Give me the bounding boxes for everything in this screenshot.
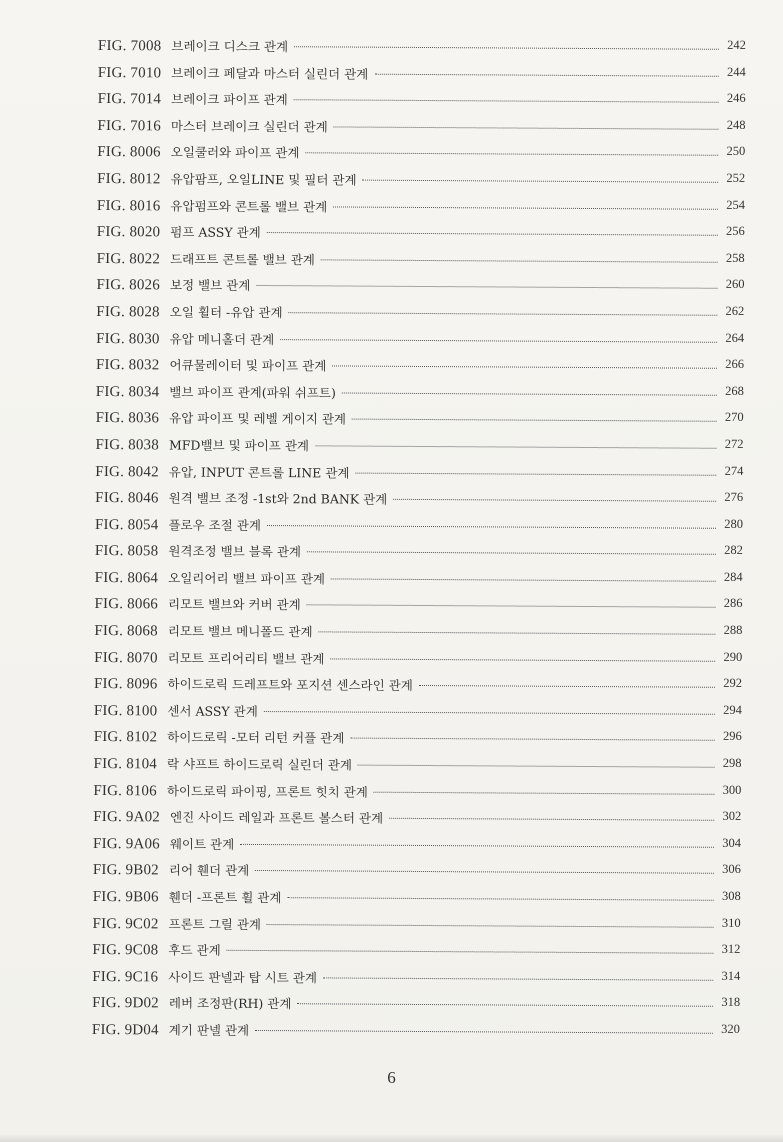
entry-title: MFD밸브 및 파이프 관계: [168, 437, 310, 454]
figure-number: FIG. 8046: [95, 490, 159, 507]
dot-leader: [419, 685, 715, 688]
dot-leader: [307, 552, 716, 555]
entry-title: 밸브 파이프 관계(파워 쉬프트): [169, 384, 336, 401]
toc-entry: [97, 169, 745, 200]
entry-title: 후드 관계: [168, 942, 221, 958]
dot-leader: [331, 658, 716, 661]
entry-title: 센서 ASSY 관계: [167, 703, 258, 719]
entry-page-number: 258: [725, 250, 745, 265]
entry-page-number: 262: [725, 303, 745, 318]
toc-entry: [94, 648, 742, 679]
figure-number: FIG. 9D02: [92, 995, 159, 1012]
figure-number: FIG. 8070: [94, 649, 158, 667]
dot-leader: [294, 46, 719, 50]
toc-entry: [93, 754, 741, 785]
dot-leader: [358, 765, 715, 768]
toc-entry: [98, 89, 746, 120]
toc-entry: [96, 275, 744, 306]
entry-title: 하이드로릭 드레프트와 포지션 센스라인 관계: [167, 676, 413, 694]
dot-leader: [255, 870, 714, 874]
figure-number: FIG. 8100: [93, 702, 158, 720]
dot-leader: [363, 180, 719, 183]
figure-number: FIG. 9B02: [92, 862, 159, 879]
toc-entry: [93, 781, 741, 812]
toc-entry: [98, 36, 746, 67]
entry-page-number: 314: [721, 968, 741, 983]
entry-page-number: 250: [726, 144, 746, 159]
toc-entry: [93, 860, 741, 891]
figure-number: FIG. 8012: [97, 170, 161, 188]
toc-entry: [96, 329, 744, 360]
figure-number: FIG. 7016: [97, 117, 161, 135]
figure-number: FIG. 8022: [96, 250, 161, 268]
figure-number: FIG. 8104: [93, 756, 158, 773]
entry-page-number: 272: [724, 436, 744, 451]
figure-number: FIG. 7010: [97, 64, 162, 81]
entry-title: 락 샤프트 하이드로릭 실린더 관계: [166, 756, 353, 773]
dot-leader: [331, 578, 716, 581]
dot-leader: [332, 366, 717, 369]
toc-entry: [97, 222, 745, 253]
dot-leader: [334, 126, 719, 129]
dot-leader: [264, 711, 715, 715]
dot-leader: [374, 791, 715, 794]
dot-leader: [287, 897, 713, 901]
figure-number: FIG. 8036: [95, 410, 160, 427]
dot-leader: [256, 285, 717, 289]
entry-page-number: 298: [722, 755, 742, 770]
entry-page-number: 304: [722, 835, 742, 850]
toc-entry: [93, 887, 741, 918]
entry-title: 마스터 브레이크 실린더 관계: [170, 118, 328, 135]
page-number: 6: [387, 1068, 396, 1087]
figure-number: FIG. 7008: [97, 37, 162, 55]
dot-leader: [350, 738, 714, 741]
entry-title: 리모트 프리어리티 밸브 관계: [167, 650, 325, 667]
entry-page-number: 246: [726, 91, 746, 106]
entry-page-number: 286: [723, 596, 743, 611]
figure-number: FIG. 8066: [94, 596, 159, 613]
entry-title: 어큐물레이터 및 파이프 관계: [169, 357, 327, 374]
dot-leader: [333, 206, 718, 209]
figure-number: FIG. 8028: [96, 303, 160, 321]
entry-title: 하이드로릭 파이핑, 프론트 힛치 관계: [166, 783, 368, 800]
table-of-contents: [92, 36, 746, 1051]
dot-leader: [319, 631, 716, 634]
entry-title: 웨이트 관계: [169, 836, 235, 852]
dot-leader: [240, 844, 714, 848]
figure-number: FIG. 8034: [95, 383, 160, 401]
entry-page-number: 284: [723, 569, 743, 584]
entry-page-number: 308: [721, 888, 741, 903]
entry-page-number: 292: [723, 676, 743, 691]
figure-number: FIG. 8030: [96, 330, 160, 347]
entry-page-number: 312: [721, 942, 741, 957]
dot-leader: [374, 73, 718, 76]
entry-title: 프론트 그릴 관계: [168, 916, 262, 932]
entry-page-number: 276: [724, 489, 744, 505]
entry-title: 보정 밸브 관계: [169, 277, 251, 294]
toc-entry: [92, 993, 740, 1024]
dot-leader: [389, 818, 714, 821]
entry-title: 리모트 밸브와 커버 관계: [167, 596, 301, 613]
figure-number: FIG. 8032: [95, 357, 160, 374]
entry-title: 레버 조정판(RH) 관계: [168, 995, 292, 1012]
entry-title: 하이드로릭 -모터 리턴 커플 관계: [167, 729, 345, 746]
toc-entry: [94, 674, 742, 705]
toc-entry: [94, 621, 742, 652]
figure-number: FIG. 8058: [94, 543, 159, 560]
dot-leader: [289, 312, 718, 316]
toc-entry: [97, 142, 745, 173]
entry-page-number: 256: [726, 223, 745, 239]
toc-entry: [95, 541, 743, 572]
toc-entry: [97, 196, 745, 227]
toc-entry: [97, 116, 745, 147]
entry-page-number: 254: [726, 197, 746, 212]
toc-entry: [96, 355, 744, 386]
entry-page-number: 268: [725, 383, 744, 398]
dot-leader: [305, 153, 718, 157]
toc-entry: [95, 568, 743, 599]
toc-entry: [96, 382, 744, 413]
entry-page-number: 266: [725, 356, 745, 372]
entry-title: 오일리어리 밸브 파이프 관계: [168, 570, 326, 587]
scan-edge-shadow: [0, 1134, 783, 1142]
entry-page-number: 274: [724, 463, 744, 478]
toc-entry: [96, 408, 744, 439]
dot-leader: [255, 1030, 713, 1034]
entry-title: 오일쿨러와 파이프 관계: [170, 144, 300, 161]
figure-number: FIG. 8064: [94, 569, 159, 587]
entry-page-number: 302: [722, 809, 742, 824]
toc-entry: [96, 302, 744, 333]
figure-number: FIG. 8026: [96, 277, 161, 294]
figure-number: FIG. 9A06: [93, 835, 160, 853]
dot-leader: [267, 525, 716, 529]
entry-page-number: 280: [724, 516, 744, 531]
figure-number: FIG. 8068: [94, 623, 158, 640]
toc-entry: [95, 461, 743, 492]
dot-leader: [307, 605, 716, 608]
entry-page-number: 270: [724, 410, 744, 425]
toc-entry: [95, 515, 743, 546]
entry-title: 휀더 -프론트 휠 관계: [168, 889, 282, 906]
figure-number: FIG. 8016: [96, 197, 161, 214]
entry-page-number: 320: [721, 1021, 740, 1036]
toc-entry: [94, 727, 742, 758]
entry-page-number: 310: [721, 915, 741, 930]
entry-page-number: 244: [727, 64, 746, 79]
dot-leader: [342, 392, 717, 395]
entry-title: 원격조정 밸브 블록 관계: [168, 543, 302, 560]
figure-number: FIG. 7014: [97, 91, 162, 108]
entry-title: 브레이크 디스크 관계: [171, 38, 289, 55]
figure-number: FIG. 8038: [95, 436, 160, 454]
entry-page-number: 260: [725, 277, 745, 292]
entry-title: 플로우 조절 관계: [168, 517, 262, 533]
figure-number: FIG. 9A02: [93, 809, 161, 826]
dot-leader: [280, 339, 717, 343]
entry-page-number: 294: [723, 702, 742, 717]
toc-entry: [93, 834, 741, 865]
entry-title: 계기 판넬 관계: [168, 1022, 250, 1038]
entry-title: 원격 밸브 조정 -1st와 2nd BANK 관계: [168, 490, 388, 507]
dot-leader: [352, 419, 717, 422]
entry-page-number: 242: [727, 37, 747, 52]
entry-title: 브레이크 파이프 관계: [171, 91, 288, 108]
entry-page-number: 300: [722, 782, 742, 797]
entry-title: 유압펌프와 콘트롤 밸브 관계: [170, 198, 328, 214]
entry-title: 사이드 판넬과 탑 시트 관계: [168, 969, 318, 986]
entry-page-number: 318: [721, 995, 741, 1010]
figure-number: FIG. 9C02: [92, 915, 159, 932]
figure-number: FIG. 9B06: [92, 888, 159, 906]
figure-number: FIG. 8054: [94, 516, 159, 534]
entry-title: 엔진 사이드 레일과 프론트 볼스터 관계: [169, 809, 384, 826]
dot-leader: [227, 950, 714, 954]
figure-number: FIG. 8102: [93, 729, 158, 746]
dot-leader: [323, 977, 713, 980]
dot-leader: [267, 232, 718, 236]
entry-page-number: 306: [722, 862, 741, 877]
entry-page-number: 288: [723, 622, 743, 638]
figure-number: FIG. 9C16: [92, 968, 159, 986]
dot-leader: [393, 499, 716, 502]
toc-entry: [92, 914, 740, 945]
entry-title: 유압 파이프 및 레벨 게이지 관계: [169, 410, 347, 427]
toc-entry: [97, 249, 745, 280]
dot-leader: [297, 1004, 713, 1008]
figure-number: FIG. 8020: [96, 224, 161, 241]
entry-title: 리모트 밸브 메니폴드 관계: [167, 623, 313, 640]
entry-page-number: 290: [723, 649, 743, 664]
entry-title: 유압팜프, 오일LINE 및 필터 관계: [170, 171, 357, 188]
figure-number: FIG. 9C08: [92, 942, 159, 959]
dot-leader: [267, 924, 714, 928]
entry-title: 펌프 ASSY 관계: [170, 224, 261, 241]
toc-entry: [92, 967, 740, 998]
toc-entry: [93, 807, 741, 838]
entry-title: 오일 휠터 -유압 관계: [169, 304, 283, 321]
entry-page-number: 296: [722, 729, 742, 744]
entry-title: 유압 메니홀더 관계: [169, 330, 275, 347]
figure-number: FIG. 9D04: [91, 1021, 159, 1039]
dot-leader: [294, 99, 719, 103]
toc-entry: [92, 940, 740, 971]
toc-entry: [95, 488, 743, 519]
figure-number: FIG. 8106: [93, 782, 157, 799]
toc-entry: [98, 63, 746, 94]
entry-title: 드래프트 콘트롤 밸브 관계: [170, 251, 315, 268]
entry-page-number: 282: [724, 543, 743, 558]
figure-number: FIG. 8042: [95, 463, 159, 480]
figure-number: FIG. 8006: [97, 144, 161, 161]
figure-number: FIG. 8096: [93, 676, 158, 693]
dot-leader: [321, 259, 718, 262]
entry-page-number: 252: [726, 170, 746, 185]
toc-entry: [95, 435, 743, 466]
dot-leader: [355, 472, 716, 475]
dot-leader: [315, 445, 716, 448]
toc-entry: [92, 1020, 740, 1051]
entry-title: 리어 휀더 관계: [168, 862, 250, 879]
toc-entry: [94, 594, 742, 625]
entry-title: 유압, INPUT 콘트롤 LINE 관계: [168, 463, 350, 481]
entry-page-number: 248: [726, 117, 746, 132]
entry-page-number: 264: [725, 330, 745, 345]
entry-title: 브레이크 페달과 마스터 실린더 관계: [171, 65, 369, 82]
toc-entry: [94, 701, 742, 732]
